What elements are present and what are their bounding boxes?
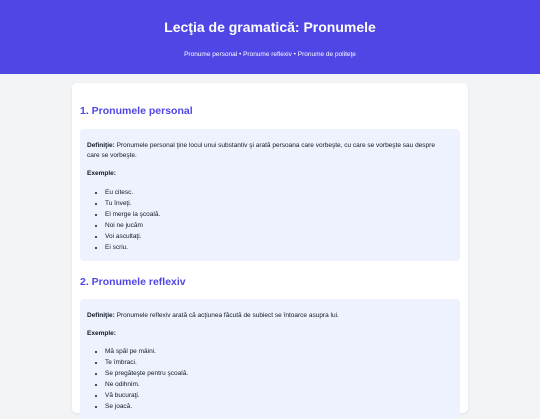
- list-item: • Se joacă.: [105, 401, 188, 412]
- page-header: [0, 0, 540, 74]
- definition-text: Pronumele reflexiv arată că acţiunea făcută de subiect se întoarce asupra lui.: [114, 312, 339, 319]
- examples-list-personal: [87, 187, 160, 253]
- page-title: Lecţia de gramatică: Pronumele: [164, 19, 376, 35]
- examples-label: Exemple:: [87, 170, 116, 177]
- list-item: • Vă bucuraţi.: [105, 390, 188, 401]
- section-title-reflexive: 2. Pronumele reflexiv: [80, 276, 186, 288]
- examples-label: Exemple:: [87, 330, 116, 337]
- list-item: • Eu citesc.: [105, 187, 160, 198]
- section-title-personal: 1. Pronumele personal: [80, 105, 193, 117]
- definition-reflexive: [87, 311, 447, 321]
- list-item: • Voi ascultaţi.: [105, 231, 160, 242]
- list-item: • Noi ne jucăm: [105, 220, 160, 231]
- list-item: • El merge la şcoală.: [105, 209, 160, 220]
- definition-label: Definiţie:: [87, 312, 115, 319]
- list-item: • Ei scriu.: [105, 242, 160, 253]
- list-item: • Te îmbraci.: [105, 357, 188, 368]
- lesson-card: [72, 83, 468, 413]
- list-item: • Ne odihnim.: [105, 379, 188, 390]
- list-item: • Tu înveţi.: [105, 198, 160, 209]
- definition-box-personal: [80, 129, 460, 261]
- page-subtitle: Pronume personal • Pronume reflexiv • Pronume de politeţe: [184, 51, 356, 58]
- definition-text: Pronumele personal ţine locul unui substantiv şi arată persoana care vorbeşte, cu care se vorbeşte sau despre care se vorbeşte.: [87, 142, 435, 159]
- list-item: • Mă spăl pe mâini.: [105, 346, 188, 357]
- definition-box-reflexive: [80, 299, 460, 419]
- definition-personal: [87, 141, 447, 161]
- definition-label: Definiţie:: [87, 142, 115, 149]
- list-item: • Se pregăteşte pentru şcoală.: [105, 368, 188, 379]
- examples-list-reflexive: [87, 346, 188, 412]
